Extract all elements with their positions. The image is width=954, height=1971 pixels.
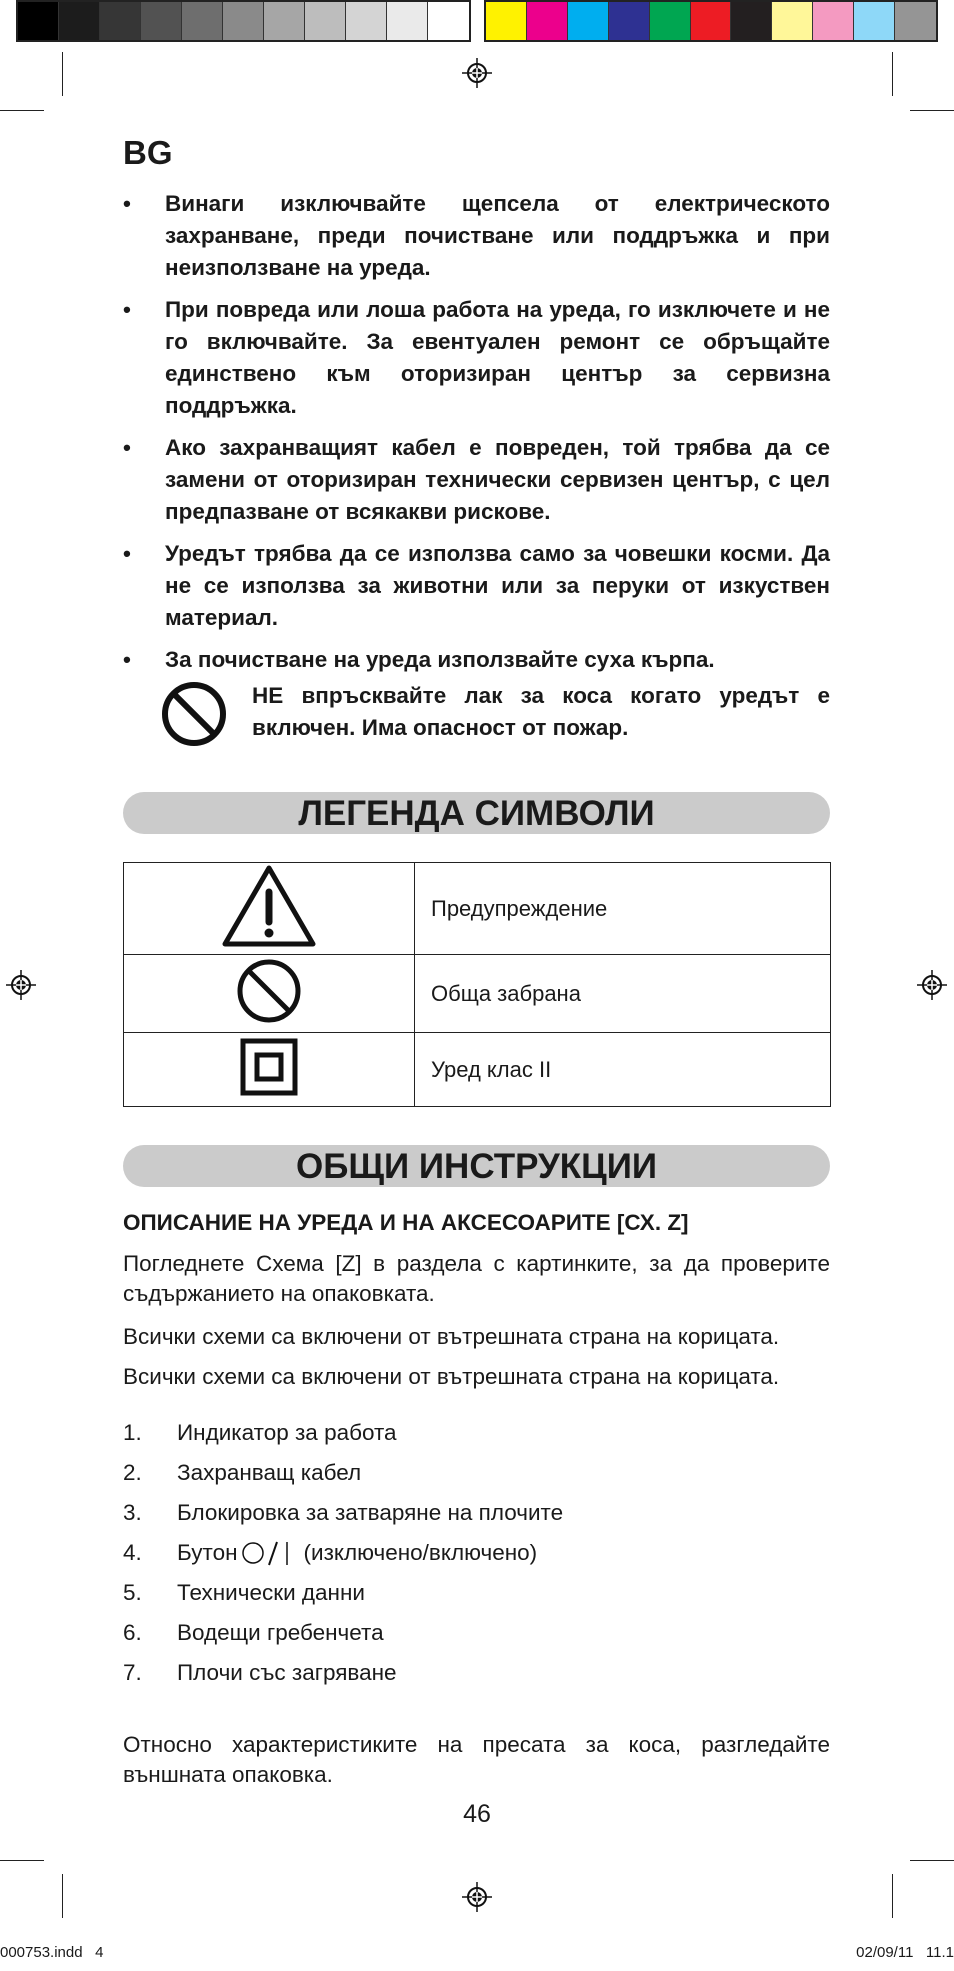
item-text: Водещи гребенчета	[177, 1620, 384, 1645]
class-ii-icon	[240, 1038, 298, 1096]
legend-icon-cell	[124, 955, 415, 1033]
color-swatch	[895, 2, 936, 40]
item-text: (изключено/включено)	[303, 1540, 538, 1565]
table-row	[124, 863, 831, 955]
legend-icon-cell	[124, 1033, 415, 1107]
crop-mark	[0, 110, 44, 111]
registration-mark-icon	[917, 970, 947, 1000]
registration-mark-icon	[462, 1882, 492, 1912]
prohibition-icon	[235, 957, 303, 1025]
warning-text: НЕ впръсквайте лак за коса когато уредът е включен. Има опасност от пожар.	[252, 683, 830, 740]
table-row	[124, 955, 831, 1033]
color-swatch	[813, 2, 854, 40]
item-number: 3.	[123, 1500, 142, 1525]
legend-label: Обща забрана	[415, 955, 831, 1033]
legend-label: Уред клас II	[415, 1033, 831, 1107]
warning-triangle-icon	[221, 864, 317, 948]
crop-mark	[62, 52, 63, 96]
safety-bullet: • Винаги изключвайте щепсела от електрическото захранване, преди почистване или поддръжка и при неизползване на уреда.	[123, 188, 830, 284]
item-number: 1.	[123, 1420, 142, 1445]
color-swatch	[527, 2, 568, 40]
crop-mark	[910, 1860, 954, 1861]
paragraph: Погледнете Схема [Z] в раздела с картинките, за да проверите съдържанието на опаковката.	[123, 1251, 830, 1306]
safety-bullet: • Уредът трябва да се използва само за човешки косми. Да не се използва за животни или за перуки от изкуствен материал.	[123, 538, 830, 634]
list-item	[123, 1418, 563, 1458]
legend-icon-cell	[124, 863, 415, 955]
symbol-legend-table	[123, 862, 831, 1107]
general-section-title: ОБЩИ ИНСТРУКЦИИ	[123, 1145, 830, 1187]
date-slug: 02/09/11 11.1	[856, 1944, 954, 1961]
color-swatch	[428, 2, 469, 40]
crop-mark	[0, 1860, 44, 1861]
grayscale-color-bar	[16, 0, 471, 42]
prohibition-icon	[160, 680, 228, 748]
item-number: 2.	[123, 1460, 142, 1485]
process-color-bar	[484, 0, 938, 42]
safety-bullet: • При повреда или лоша работа на уреда, го изключете и не го включвайте. За евентуален ремонт се обръщайте единствено към оторизиран център за сервизна поддръжка.	[123, 294, 830, 422]
color-swatch	[59, 2, 100, 40]
paragraph: Всички схеми са включени от вътрешната страна на корицата.	[123, 1324, 780, 1349]
color-swatch	[264, 2, 305, 40]
color-swatch	[691, 2, 732, 40]
paragraph: Всички схеми са включени от вътрешната страна на корицата.	[123, 1364, 780, 1389]
item-text: Индикатор за работа	[177, 1420, 397, 1445]
color-swatch	[650, 2, 691, 40]
description-subheading: ОПИСАНИЕ НА УРЕДА И НА АКСЕСОАРИТЕ [СХ. Z]	[123, 1210, 689, 1235]
color-swatch	[568, 2, 609, 40]
color-swatch	[854, 2, 895, 40]
power-symbol-icon	[240, 1538, 302, 1568]
item-number: 6.	[123, 1620, 142, 1645]
list-item	[123, 1578, 563, 1618]
item-text: Блокировка за затваряне на плочите	[177, 1500, 564, 1525]
legend-section-title: ЛЕГЕНДА СИМВОЛИ	[123, 792, 830, 834]
file-slug: 000753.indd 4	[0, 1944, 104, 1961]
page-number: 46	[463, 1800, 491, 1828]
crop-mark	[892, 1874, 893, 1918]
list-item	[123, 1498, 563, 1538]
list-item	[123, 1458, 563, 1498]
legend-label: Предупреждение	[415, 863, 831, 955]
color-swatch	[486, 2, 527, 40]
item-text: Бутон	[177, 1540, 238, 1565]
item-number: 4.	[123, 1540, 142, 1565]
color-swatch	[223, 2, 264, 40]
color-swatch	[731, 2, 772, 40]
crop-mark	[62, 1874, 63, 1918]
color-swatch	[305, 2, 346, 40]
safety-bullet: • Ако захранващият кабел е повреден, той трябва да се замени от оторизиран технически сервизен център, с цел предпазване от всякакви рискове.	[123, 432, 830, 528]
item-number: 5.	[123, 1580, 142, 1605]
item-number: 7.	[123, 1660, 142, 1685]
crop-mark	[892, 52, 893, 96]
safety-bullet: • За почистване на уреда използвайте суха кърпа.	[123, 644, 830, 676]
registration-mark-icon	[6, 970, 36, 1000]
list-item	[123, 1658, 563, 1698]
color-swatch	[141, 2, 182, 40]
item-text: Плочи със загряване	[177, 1660, 397, 1685]
language-code: BG	[123, 134, 173, 171]
color-swatch	[346, 2, 387, 40]
list-item	[123, 1538, 563, 1578]
safety-bullet-list	[123, 188, 830, 686]
crop-mark	[910, 110, 954, 111]
registration-mark-icon	[462, 58, 492, 88]
item-text: Технически данни	[177, 1580, 365, 1605]
closing-paragraph: Относно характеристиките на пресата за коса, разгледайте външната опаковка.	[123, 1732, 830, 1787]
color-swatch	[609, 2, 650, 40]
color-swatch	[182, 2, 223, 40]
list-item	[123, 1618, 563, 1658]
color-swatch	[100, 2, 141, 40]
color-swatch	[18, 2, 59, 40]
color-swatch	[772, 2, 813, 40]
table-row	[124, 1033, 831, 1107]
parts-list	[123, 1418, 563, 1698]
item-text: Захранващ кабел	[177, 1460, 362, 1485]
color-swatch	[387, 2, 428, 40]
